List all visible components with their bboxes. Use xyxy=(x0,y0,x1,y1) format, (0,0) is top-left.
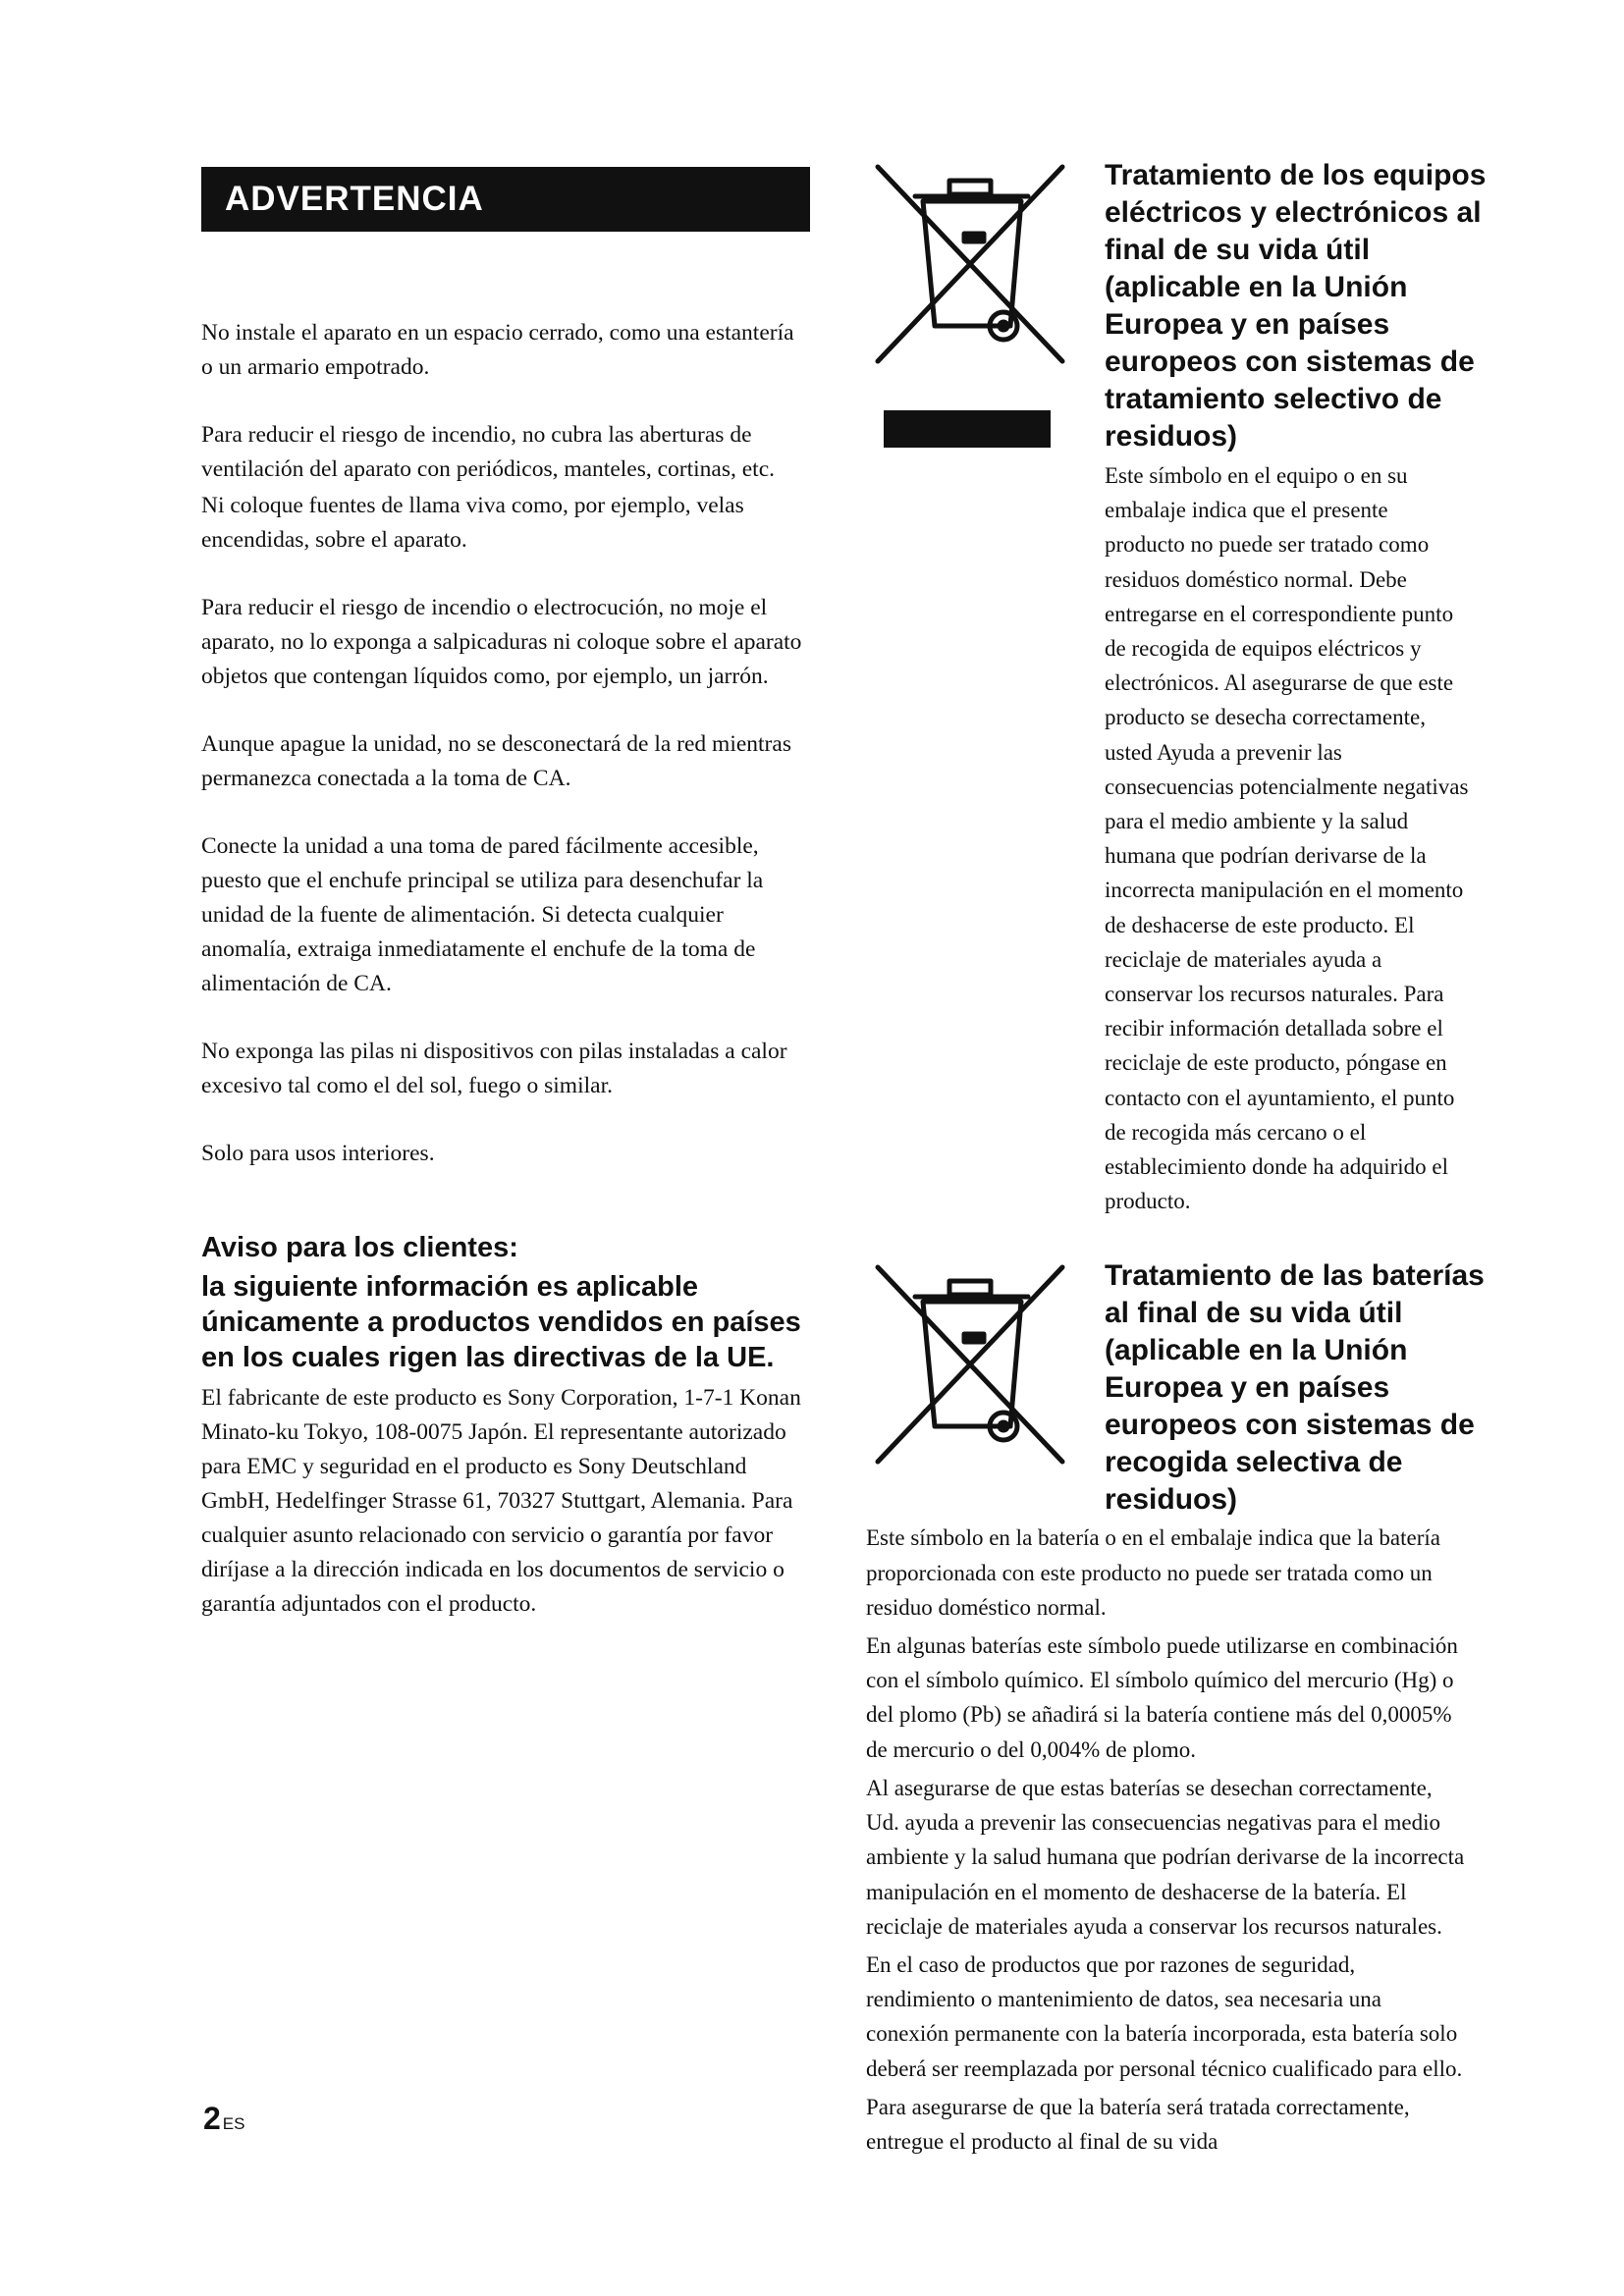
paragraph: Para reducir el riesgo de incendio, no cubra las aberturas de ventilación del aparato con periódicos, manteles, cortinas, etc. xyxy=(201,422,776,482)
battery-paragraph: En algunas baterías este símbolo puede utilizarse en combinación con el símbolo químico. El símbolo químico del mercurio (Hg) o del plomo (Pb) se añadirá si la batería contiene más del 0,0005% de mercurio o del 0,004% de plomo. xyxy=(866,1633,1458,1762)
paragraph: Para reducir el riesgo de incendio o electrocución, no moje el aparato, no lo exponga a salpicaduras ni coloque sobre el aparato objetos que contengan líquidos como, por ejemplo, un jarrón. xyxy=(201,595,802,689)
weee-section xyxy=(866,157,1487,1218)
left-column xyxy=(201,167,810,1622)
battery-paragraph: Este símbolo en la batería o en el embalaje indica que la batería proporcionada con este producto no puede ser tratada como un residuo doméstico normal. xyxy=(866,1525,1440,1620)
page-language-code: ES xyxy=(222,2114,245,2133)
battery-paragraph: Al asegurarse de que estas baterías se desechan correctamente, Ud. ayuda a prevenir las consecuencias negativas para el medio ambiente y la salud humana que podrían derivarse de la incorrecta manipulación en el momento de deshacerse de la batería. El reciclaje de materiales ayuda a conservar los recursos naturales. xyxy=(866,1775,1465,1939)
notice-body: El fabricante de este producto es Sony Corporation, 1-7-1 Konan Minato-ku Tokyo, 108-0075 Japón. El representante autorizado para EMC y seguridad en el producto es Sony Deutschland GmbH, Hedelfinger Strasse 61, 70327 Stuttgart, Alemania. Para cualquier asunto relacionado con servicio o garantía por favor diríjase a la dirección indicada en los documentos de servicio o garantía adjuntados con el producto. xyxy=(201,1385,801,1617)
right-column xyxy=(866,157,1487,2159)
paragraph: Solo para usos interiores. xyxy=(201,1141,435,1166)
battery-section xyxy=(866,1257,1485,2159)
battery-title: Tratamiento de las baterías al final de su vida útil (aplicable en la Unión Europea y en países europeos con sistemas de recogida selectiva de residuos) xyxy=(1105,1259,1485,1517)
notice-subheading: la siguiente información es aplicable únicamente a productos vendidos en países en los cuales rigen las directivas de la UE. xyxy=(201,1271,801,1373)
warning-banner: ADVERTENCIA xyxy=(201,167,810,232)
paragraph: Conecte la unidad a una toma de pared fácilmente accesible, puesto que el enchufe principal se utiliza para desenchufar la unidad de la fuente de alimentación. Si detecta cualquier anomalía, extraiga inmediatamente el enchufe de la toma de alimentación de CA. xyxy=(201,833,764,996)
battery-paragraph: En el caso de productos que por razones de seguridad, rendimiento o mantenimiento de datos, sea necesaria una conexión permanente con la batería incorporada, esta batería solo deberá ser reemplazada por personal técnico cualificado para ello. xyxy=(866,1951,1463,2081)
battery-paragraph: Para asegurarse de que la batería será tratada correctamente, entregue el producto al final de su vida xyxy=(866,2094,1410,2154)
notice-heading: Aviso para los clientes: xyxy=(201,1232,518,1263)
paragraph: Aunque apague la unidad, no se desconectará de la red mientras permanezca conectada a la toma de CA. xyxy=(201,731,791,791)
paragraph: No exponga las pilas ni dispositivos con pilas instaladas a calor excesivo tal como el del sol, fuego o similar. xyxy=(201,1039,787,1098)
page-number-value: 2 xyxy=(203,2101,221,2136)
page-number xyxy=(203,2101,244,2137)
paragraph: Ni coloque fuentes de llama viva como, por ejemplo, velas encendidas, sobre el aparato. xyxy=(201,493,744,553)
crossed-out-wheelie-bin-icon xyxy=(866,1257,1072,1483)
crossed-out-wheelie-bin-icon xyxy=(866,157,1072,452)
weee-title: Tratamiento de los equipos eléctricos y electrónicos al final de su vida útil (aplicable en la Unión Europea y en países europeos con sistemas de tratamiento selectivo de residuos) xyxy=(1105,159,1487,453)
paragraph: No instale el aparato en un espacio cerrado, como una estantería o un armario empotrado. xyxy=(201,320,794,380)
weee-body-text: Este símbolo en el equipo o en su embalaje indica que el presente producto no puede ser tratado como residuos doméstico normal. Debe entregarse en el correspondiente punto de recogida de equipos eléctricos y electrónicos. Al asegurarse de que este producto se desecha correctamente, usted Ayuda a prevenir las consecuencias potencialmente negativas para el medio ambiente y la salud humana que podrían derivarse de la incorrecta manipulación en el momento de deshacerse de este producto. El reciclaje de materiales ayuda a conservar los recursos naturales. Para recibir información detallada sobre el reciclaje de este producto, póngase en contacto con el ayuntamiento, el punto de recogida más cercano o el establecimiento donde ha adquirido el producto. xyxy=(1105,463,1469,1214)
